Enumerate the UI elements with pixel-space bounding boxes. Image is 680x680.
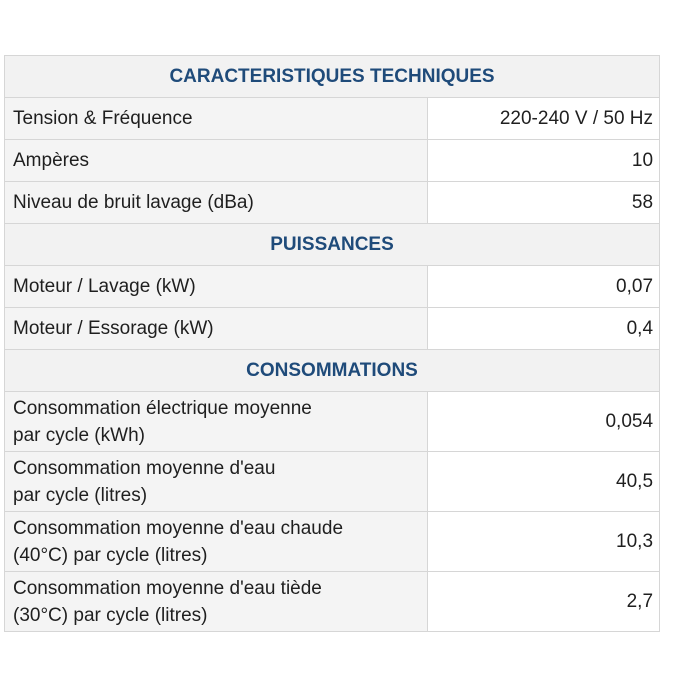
spec-value: 0,4 — [428, 308, 660, 350]
table-row — [5, 572, 660, 632]
section-header-row — [5, 350, 660, 392]
spec-label: Moteur / Lavage (kW) — [5, 266, 428, 308]
spec-value: 10,3 — [428, 512, 660, 572]
spec-label — [5, 572, 428, 632]
spec-label: Moteur / Essorage (kW) — [5, 308, 428, 350]
section-title-tech: CARACTERISTIQUES TECHNIQUES — [5, 56, 660, 98]
spec-table — [4, 55, 660, 632]
spec-label-line: (40°C) par cycle (litres) — [13, 544, 208, 566]
spec-label: Ampères — [5, 140, 428, 182]
spec-value: 0,07 — [428, 266, 660, 308]
spec-label-line: Consommation électrique moyenne — [13, 397, 312, 419]
table-row — [5, 140, 660, 182]
table-row — [5, 512, 660, 572]
section-title-power: PUISSANCES — [5, 224, 660, 266]
spec-value: 220-240 V / 50 Hz — [428, 98, 660, 140]
table-row — [5, 182, 660, 224]
spec-value: 10 — [428, 140, 660, 182]
table-row — [5, 266, 660, 308]
spec-label: Tension & Fréquence — [5, 98, 428, 140]
spec-label-line: Consommation moyenne d'eau — [13, 457, 276, 479]
spec-label-line: (30°C) par cycle (litres) — [13, 604, 208, 626]
section-header-row — [5, 224, 660, 266]
spec-value: 0,054 — [428, 392, 660, 452]
spec-label: Niveau de bruit lavage (dBa) — [5, 182, 428, 224]
spec-label-line: Consommation moyenne d'eau tiède — [13, 577, 322, 599]
spec-value: 58 — [428, 182, 660, 224]
spec-value: 40,5 — [428, 452, 660, 512]
spec-label — [5, 452, 428, 512]
table-row — [5, 392, 660, 452]
spec-label-line: par cycle (kWh) — [13, 424, 145, 446]
table-row — [5, 308, 660, 350]
spec-label — [5, 392, 428, 452]
section-header-row — [5, 56, 660, 98]
spec-label — [5, 512, 428, 572]
table-row — [5, 98, 660, 140]
spec-value: 2,7 — [428, 572, 660, 632]
section-title-consumption: CONSOMMATIONS — [5, 350, 660, 392]
spec-label-line: Consommation moyenne d'eau chaude — [13, 517, 344, 539]
table-row — [5, 452, 660, 512]
spec-label-line: par cycle (litres) — [13, 484, 148, 506]
